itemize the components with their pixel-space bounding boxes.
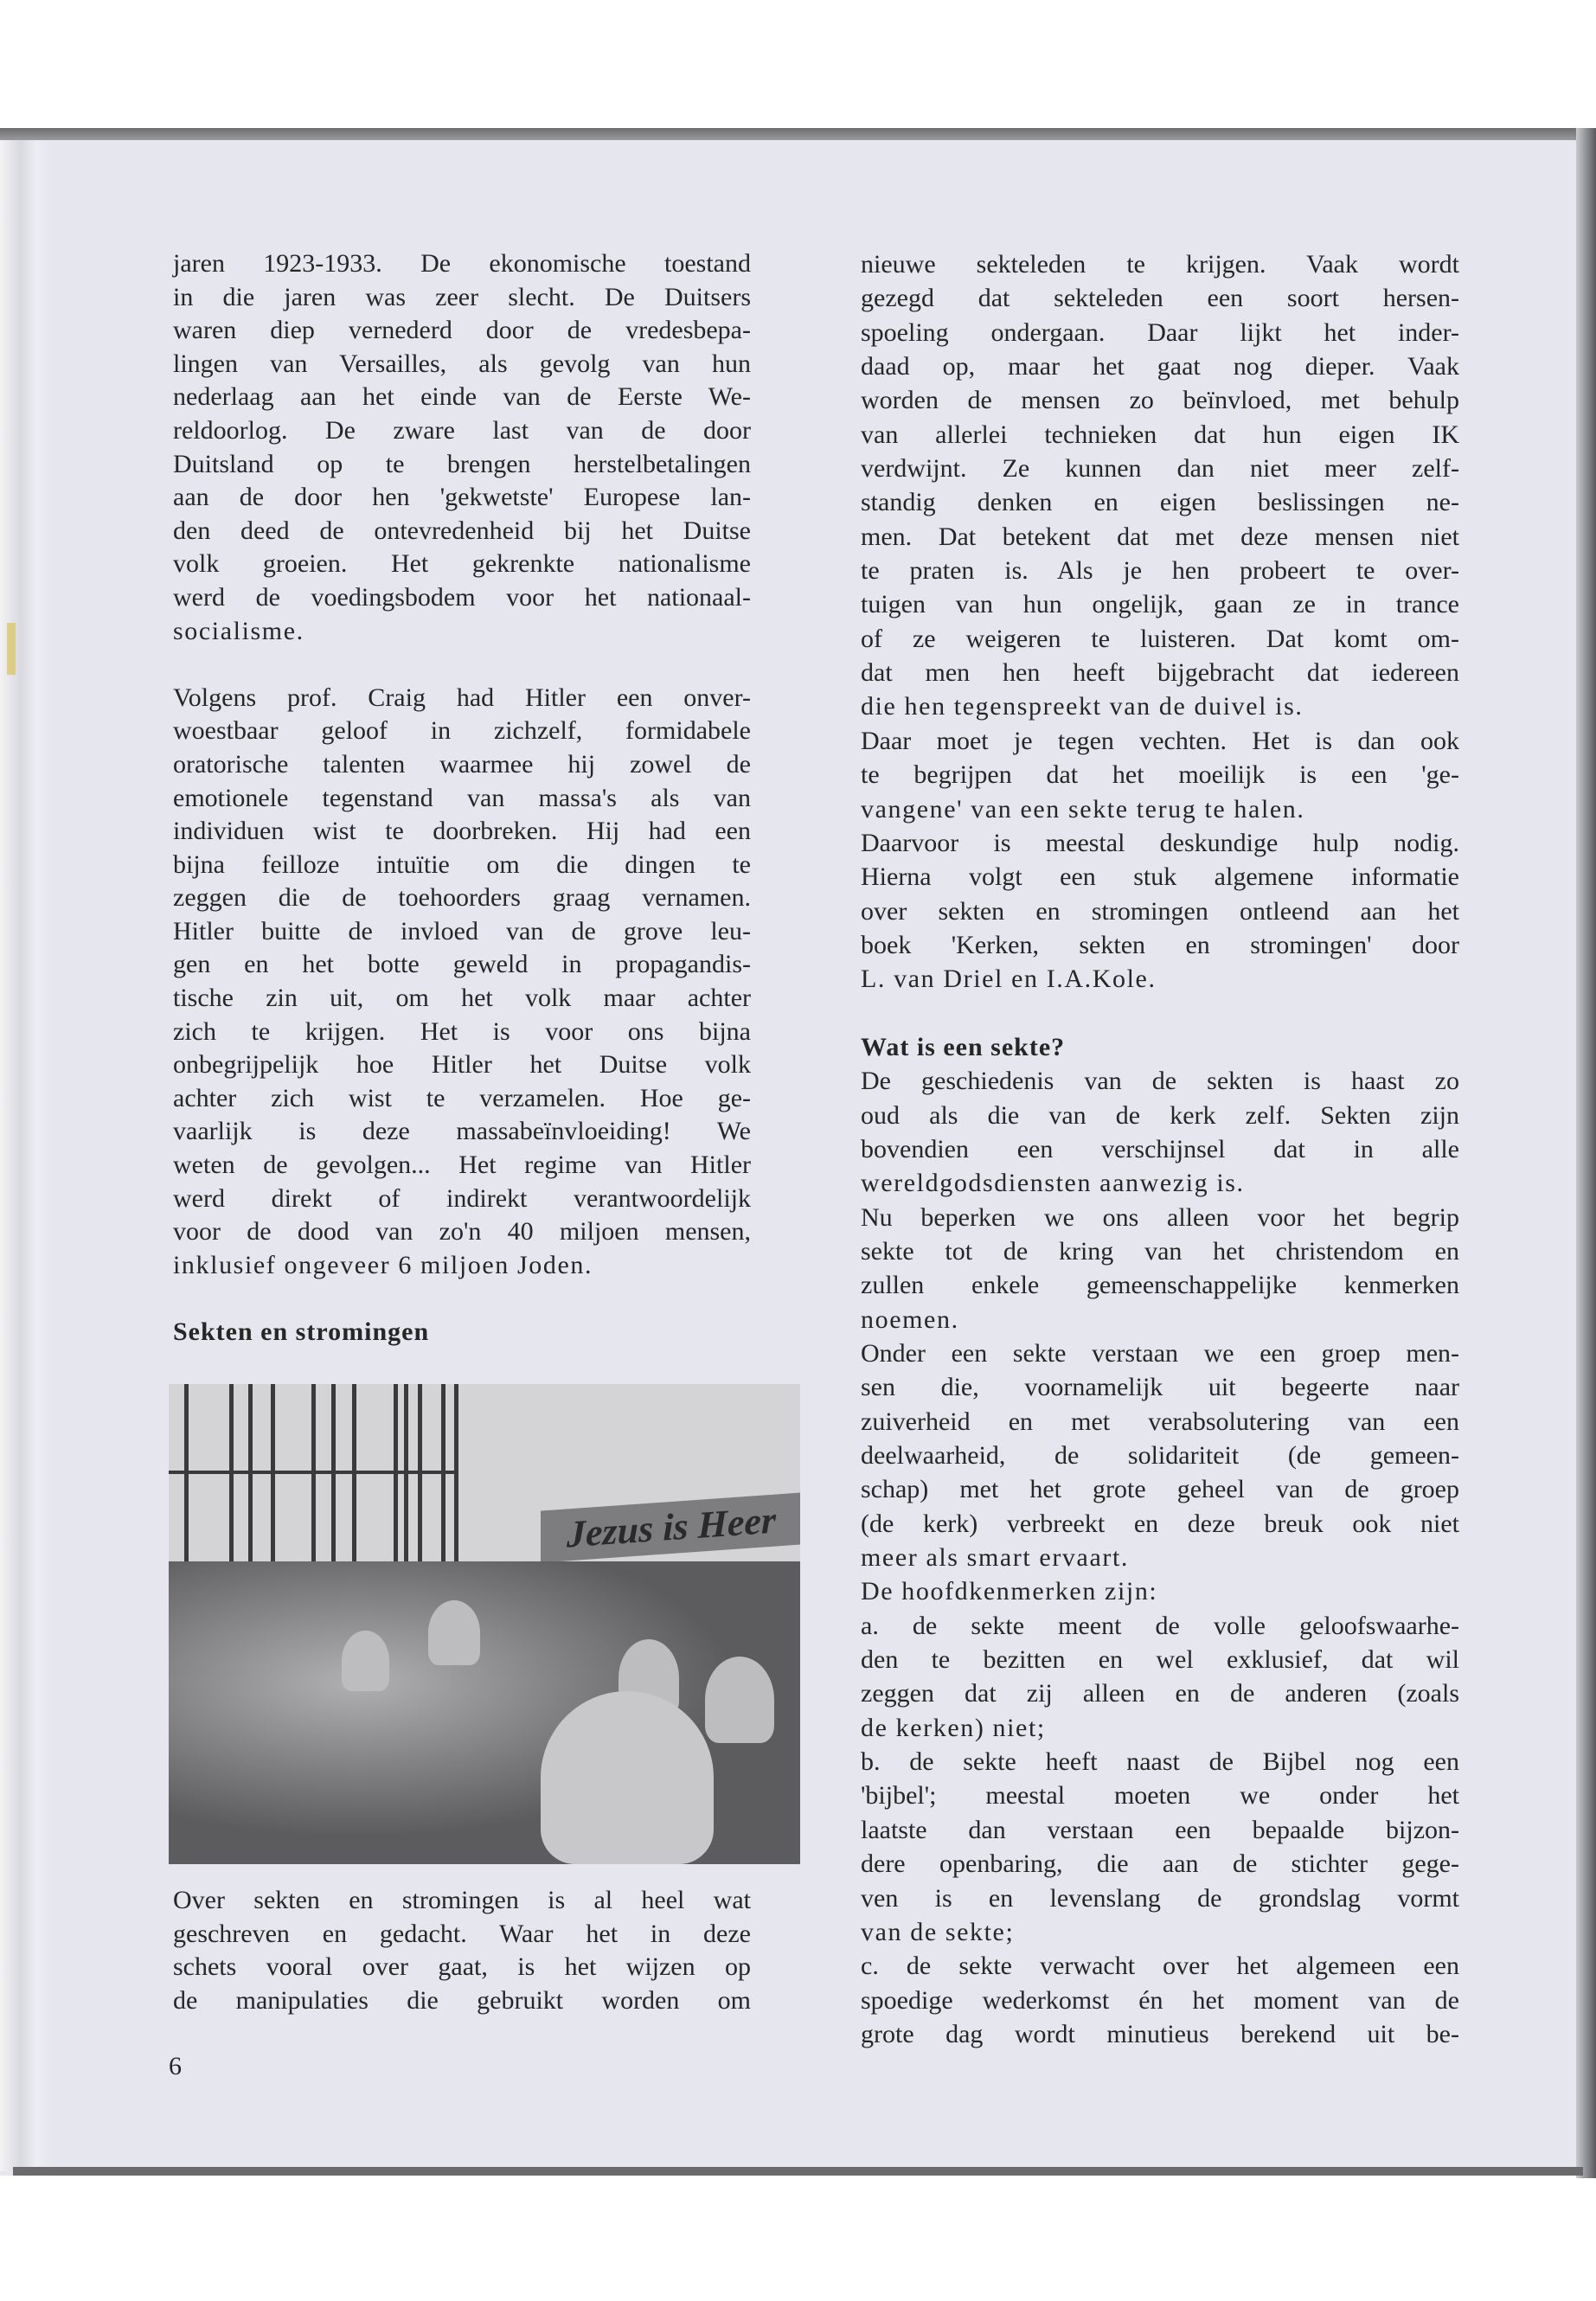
photo-window-bar	[454, 1384, 458, 1561]
text-line: Duitsland op te brengen herstelbetalingen	[173, 449, 751, 478]
blank-line	[861, 997, 1459, 1030]
section-heading: Sekten en stromingen	[173, 1317, 430, 1346]
text-line: schap) met het grote geheel van de groep	[861, 1475, 1459, 1504]
text-line: tische zin uit, om het volk maar achter	[173, 984, 751, 1013]
text-line: woestbaar geloof in zichzelf, formidabele	[173, 716, 751, 746]
text-line: achter zich wist te verzamelen. Hoe ge-	[173, 1083, 751, 1112]
text-line: nederlaag aan het einde van de Eerste We-	[173, 382, 751, 412]
text-line: voor de dood van zo'n 40 miljoen mensen,	[173, 1217, 751, 1247]
blank-line	[173, 648, 751, 682]
text-line: men. Dat betekent dat met deze mensen niet	[861, 522, 1459, 551]
text-line: bijna feilloze intuïtie om die dingen te	[173, 849, 751, 879]
blank-line	[173, 1282, 751, 1316]
text-line: boek 'Kerken, sekten en stromingen' door	[861, 930, 1459, 959]
text-line: Nu beperken we ons alleen voor het begrip	[861, 1202, 1459, 1232]
text-line: den te bezitten en wel exklusief, dat wil	[861, 1645, 1459, 1675]
text-line: vangene' van een sekte terug te halen.	[861, 794, 1305, 824]
section-heading: Wat is een sekte?	[861, 1032, 1066, 1061]
text-line: weten de gevolgen... Het regime van Hitler	[173, 1150, 751, 1180]
text-line: c. de sekte verwacht over het algemeen een	[861, 1952, 1459, 1981]
text-line: 'bijbel'; meestal moeten we onder het	[861, 1781, 1459, 1811]
text-line: lingen van Versailles, als gevolg van hun	[173, 349, 751, 378]
bookmark-tab	[7, 623, 16, 675]
text-line: de manipulaties die gebruikt worden om	[173, 1985, 751, 2015]
text-line: tuigen van hun ongelijk, gaan ze in trance	[861, 590, 1459, 619]
text-line: sen die, voornamelijk uit begeerte naar	[861, 1373, 1459, 1402]
text-line: waren diep vernederd door de vredesbepa-	[173, 316, 751, 345]
text-line: te praten is. Als je hen probeert te over-	[861, 556, 1459, 586]
text-line: van de sekte;	[861, 1917, 1015, 1946]
text-line: den deed de ontevredenheid bij het Duitse	[173, 516, 751, 545]
text-line: noemen.	[861, 1304, 959, 1334]
text-line: grote dag wordt minutieus berekend uit be-	[861, 2019, 1459, 2048]
photo-person	[428, 1600, 480, 1665]
scan-top-edge	[0, 128, 1583, 140]
text-line: inklusief ongeveer 6 miljoen Joden.	[173, 1250, 593, 1279]
text-line: standig denken en eigen beslissingen ne-	[861, 488, 1459, 517]
text-line: vaarlijk is deze massabeïnvloeiding! We	[173, 1117, 751, 1146]
photo-crowd	[169, 1561, 800, 1864]
text-line: b. de sekte heeft naast de Bijbel nog een	[861, 1747, 1459, 1777]
text-line: Over sekten en stromingen is al heel wat	[173, 1886, 751, 1914]
text-line: reldoorlog. De zware last van de door	[173, 415, 751, 445]
text-line: zuiverheid en met verabsolutering van een	[861, 1407, 1459, 1436]
page-stack-edge	[0, 138, 52, 2171]
right-column-text	[861, 247, 1459, 2051]
text-line: gen en het botte geweld in propagandis-	[173, 950, 751, 979]
text-line: ven is en levenslang de grondslag vormt	[861, 1883, 1459, 1913]
text-line: spoedige wederkomst én het moment van de	[861, 1985, 1459, 2015]
text-line: aan de door hen 'gekwetste' Europese lan-	[173, 483, 751, 512]
text-line: worden de mensen zo beïnvloed, met behulp	[861, 386, 1459, 415]
text-line: bovendien een verschijnsel dat in alle	[861, 1134, 1459, 1163]
text-line: zullen enkele gemeenschappelijke kenmerken	[861, 1271, 1459, 1300]
text-line: spoeling ondergaan. Daar lijkt het inder-	[861, 317, 1459, 347]
text-line: daad op, maar het gaat nog dieper. Vaak	[861, 352, 1459, 381]
text-line: die hen tegenspreekt van de duivel is.	[861, 692, 1304, 721]
photo-worship-crowd	[169, 1384, 800, 1864]
text-line: nieuwe sekteleden te krijgen. Vaak wordt	[861, 250, 1459, 279]
text-line: meer als smart ervaart.	[861, 1543, 1129, 1573]
book-spine-edge	[1576, 128, 1596, 2178]
text-line: geschreven en gedacht. Waar het in deze	[173, 1919, 751, 1948]
text-line: verdwijnt. Ze kunnen dan niet meer zelf-	[861, 454, 1459, 484]
text-line: zeggen die de toehoorders graag vernamen.	[173, 883, 751, 913]
text-line: werd direkt of indirekt verantwoordelijk	[173, 1183, 751, 1213]
text-line: (de kerk) verbreekt en deze breuk ook niet	[861, 1509, 1459, 1538]
left-column-text	[173, 247, 751, 1349]
text-line: oratorische talenten waarmee hij zowel de	[173, 749, 751, 779]
photo-caption-text	[173, 1884, 751, 2017]
text-line: dat men hen heeft bijgebracht dat iedereen	[861, 658, 1459, 688]
text-line: L. van Driel en I.A.Kole.	[861, 965, 1157, 994]
text-line: sekte tot de kring van het christendom en	[861, 1236, 1459, 1266]
text-line: socialisme.	[173, 616, 304, 645]
text-line: werd de voedingsbodem voor het nationaal-	[173, 582, 751, 612]
text-line: Hierna volgt een stuk algemene informatie	[861, 862, 1459, 892]
text-line: individuen wist te doorbreken. Hij had een	[173, 817, 751, 846]
photo-person	[342, 1631, 389, 1691]
text-line: gezegd dat sekteleden een soort hersen-	[861, 284, 1459, 313]
text-line: of ze weigeren te luisteren. Dat komt om-	[861, 624, 1459, 653]
text-line: dere openbaring, die aan de stichter gege-	[861, 1849, 1459, 1879]
text-line: a. de sekte meent de volle geloofswaarhe-	[861, 1611, 1459, 1640]
text-line: Hitler buitte de invloed van de grove leu-	[173, 916, 751, 945]
text-line: wereldgodsdiensten aanwezig is.	[861, 1169, 1245, 1198]
text-line: Daar moet je tegen vechten. Het is dan ook	[861, 726, 1459, 755]
text-line: onbegrijpelijk hoe Hitler het Duitse volk	[173, 1050, 751, 1080]
text-line: De geschiedenis van de sekten is haast zo	[861, 1067, 1459, 1096]
scan-bottom-edge	[13, 2167, 1583, 2176]
text-line: zeggen dat zij alleen en de anderen (zoals	[861, 1679, 1459, 1708]
text-line: te begrijpen dat het moeilijk is een 'ge-	[861, 760, 1459, 790]
text-line: volk groeien. Het gekrenkte nationalisme	[173, 549, 751, 579]
text-line: laatste dan verstaan een bepaalde bijzon-	[861, 1815, 1459, 1844]
text-line: zich te krijgen. Het is voor ons bijna	[173, 1016, 751, 1046]
text-line: De hoofdkenmerken zijn:	[861, 1577, 1158, 1606]
text-line: Volgens prof. Craig had Hitler een onver-	[173, 683, 751, 712]
text-line: deelwaarheid, de solidariteit (de gemeen-	[861, 1441, 1459, 1471]
text-line: emotionele tegenstand van massa's als van	[173, 783, 751, 812]
text-line: schets vooral over gaat, is het wijzen op	[173, 1952, 751, 1982]
text-line: jaren 1923-1933. De ekonomische toestand	[173, 249, 751, 278]
text-line: van allerlei technieken dat hun eigen IK	[861, 420, 1459, 449]
text-line: in die jaren was zeer slecht. De Duitsers	[173, 282, 751, 311]
text-line: Daarvoor is meestal deskundige hulp nodig.	[861, 828, 1459, 857]
photo-banner: Jezus is Heer	[541, 1490, 800, 1562]
page-number: 6	[169, 2052, 182, 2080]
text-line: de kerken) niet;	[861, 1713, 1046, 1742]
photo-person	[541, 1691, 714, 1864]
photo-person	[705, 1657, 774, 1743]
text-line: over sekten en stromingen ontleend aan het	[861, 896, 1459, 926]
text-line: oud als die van de kerk zelf. Sekten zijn	[861, 1100, 1459, 1130]
photo-window-frame	[169, 1471, 454, 1474]
text-line: Onder een sekte verstaan we een groep men-	[861, 1339, 1459, 1368]
